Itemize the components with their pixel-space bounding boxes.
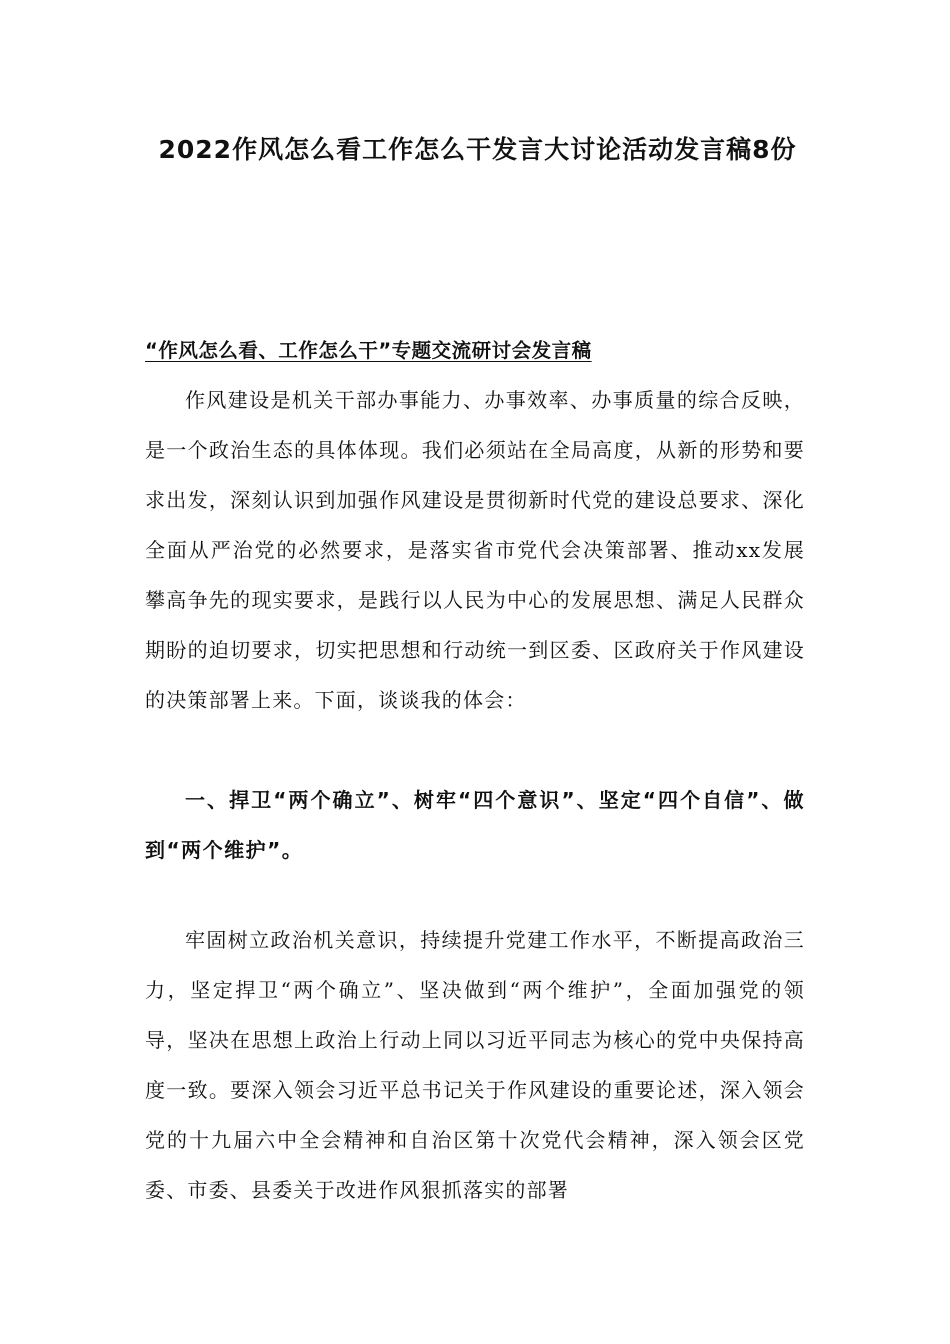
section-heading: 一、捍卫“两个确立”、树牢“四个意识”、坚定“四个自信”、做到“两个维护”。 bbox=[145, 788, 805, 862]
document-title: 2022作风怎么看工作怎么干发言大讨论活动发言稿8份 bbox=[158, 135, 797, 164]
section-paragraph: 牢固树立政治机关意识，持续提升党建工作水平，不断提高政治三力，坚定捍卫“两个确立”、坚决做到“两个维护”，全面加强党的领导，坚决在思想上政治上行动上同以习近平同志为核心的党中央保持高度一致。要深入领会习近平总书记关于作风建设的重要论述，深入领会党的十九届六中全会精神和自治区第十次党代会精神，深入领会区党委、市委、县委关于改进作风狠抓落实的部署 bbox=[145, 928, 805, 1202]
document-subtitle: “作风怎么看、工作怎么干”专题交流研讨会发言稿 bbox=[145, 339, 592, 362]
intro-paragraph: 作风建设是机关干部办事能力、办事效率、办事质量的综合反映，是一个政治生态的具体体现。我们必须站在全局高度，从新的形势和要求出发，深刻认识到加强作风建设是贯彻新时代党的建设总要求、深化全面从严治党的必然要求，是落实省市党代会决策部署、推动xx发展攀高争先的现实要求，是践行以人民为中心的发展思想、满足人民群众期盼的迫切要求，切实把思想和行动统一到区委、区政府关于作风建设的决策部署上来。下面，谈谈我的体会： bbox=[145, 388, 805, 712]
